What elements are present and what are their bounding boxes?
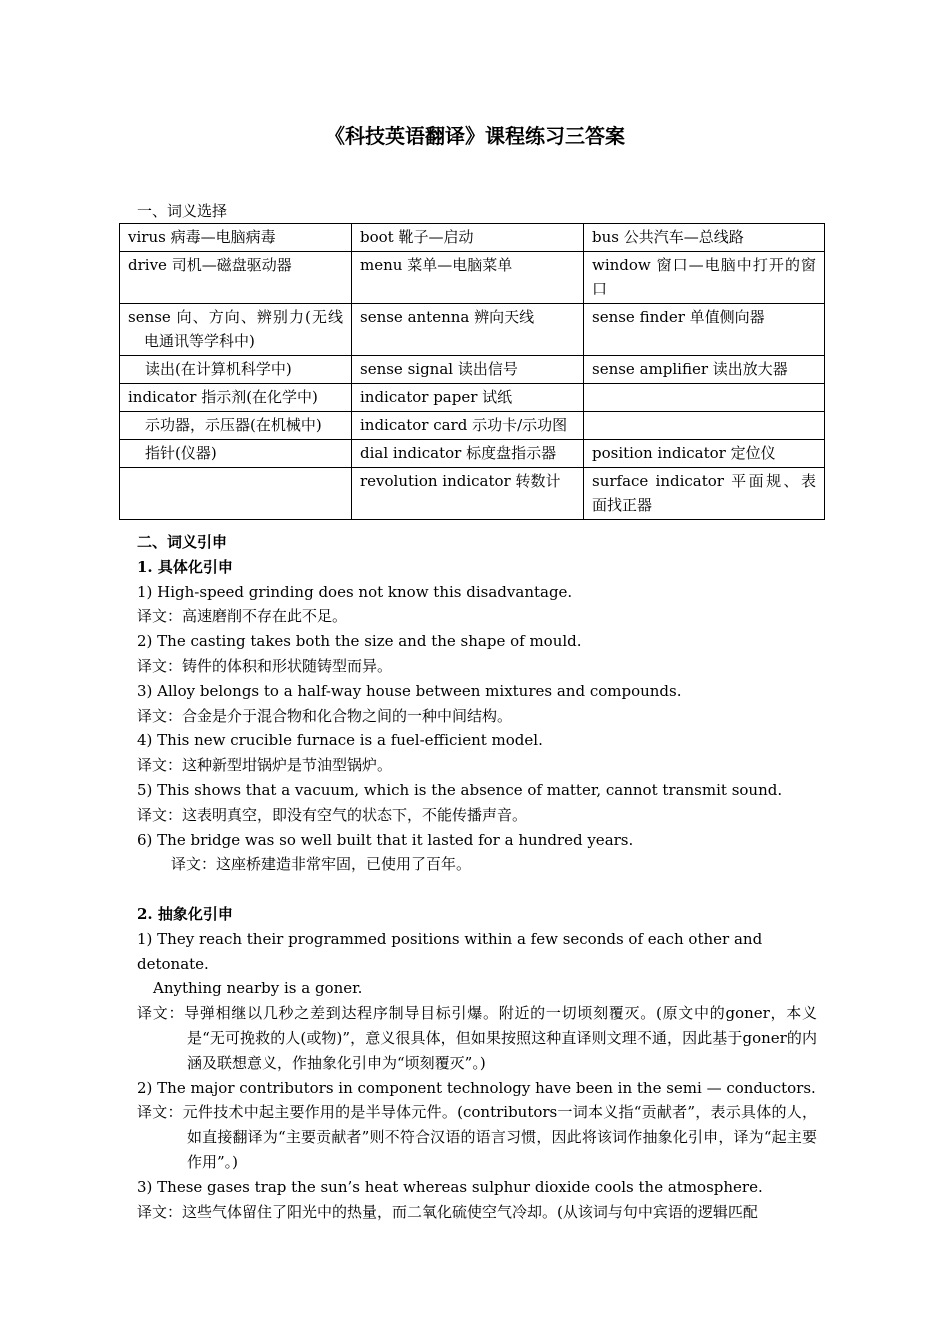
main-content bbox=[137, 530, 817, 1224]
table-cell: 读出(在计算机科学中) bbox=[120, 356, 352, 384]
table-cell: virus 病毒—电脑病毒 bbox=[120, 224, 352, 252]
table-row bbox=[120, 384, 825, 412]
table-row bbox=[120, 412, 825, 440]
table-cell bbox=[120, 468, 352, 520]
section-heading-extension: 二、词义引申 bbox=[137, 533, 228, 551]
table-cell bbox=[584, 412, 825, 440]
table-cell bbox=[584, 384, 825, 412]
table-row bbox=[120, 224, 825, 252]
table-cell: sense finder 单值侧向器 bbox=[584, 304, 825, 356]
table-cell: indicator 指示剂(在化学中) bbox=[120, 384, 352, 412]
spacer bbox=[137, 877, 817, 902]
example-sentence: 1) They reach their programmed positions within a few seconds of each other and detonate. bbox=[137, 929, 763, 973]
table-cell: indicator paper 试纸 bbox=[352, 384, 584, 412]
translation-text: 译文：导弹相继以几秒之差到达程序制导目标引爆。附近的一切顷刻覆灭。(原文中的goner，本义是“无可挽救的人(或物)”，意义很具体，但如果按照这种直译则文理不通，因此基于goner的内涵及联想意义，作抽象化引申为“顷刻覆灭”。) bbox=[137, 1004, 817, 1072]
translation-text: 译文：高速磨削不存在此不足。 bbox=[137, 607, 348, 626]
table-cell: revolution indicator 转数计 bbox=[352, 468, 584, 520]
table-cell: 指针(仪器) bbox=[120, 440, 352, 468]
table-cell: position indicator 定位仪 bbox=[584, 440, 825, 468]
subsection-heading-abstraction: 2. 抽象化引申 bbox=[137, 904, 233, 923]
translation-text: 译文：这表明真空，即没有空气的状态下，不能传播声音。 bbox=[137, 805, 528, 824]
table-cell: sense antenna 辨向天线 bbox=[352, 304, 584, 356]
translation-text: 译文：元件技术中起主要作用的是半导体元件。(contributors一词本义指“贡献者”，表示具体的人，如直接翻译为“主要贡献者”则不符合汉语的语言习惯，因此将该词作抽象化引申，译为“起主要作用”。) bbox=[137, 1103, 817, 1171]
table-row bbox=[120, 252, 825, 304]
table-cell: dial indicator 标度盘指示器 bbox=[352, 440, 584, 468]
translation-text: 译文：铸件的体积和形状随铸型而异。 bbox=[137, 656, 393, 675]
table-cell: indicator card 示功卡/示功图 bbox=[352, 412, 584, 440]
translation-text: 译文：合金是介于混合物和化合物之间的一种中间结构。 bbox=[137, 706, 513, 725]
example-sentence: 6) The bridge was so well built that it lasted for a hundred years. bbox=[137, 830, 634, 849]
subsection-heading-concretization: 1. 具体化引申 bbox=[137, 557, 233, 576]
section-heading-word-choice: 一、词义选择 bbox=[137, 202, 228, 220]
table-row bbox=[120, 440, 825, 468]
page-title: 《科技英语翻译》课程练习三答案 bbox=[325, 124, 625, 148]
example-sentence: 3) Alloy belongs to a half-way house between mixtures and compounds. bbox=[137, 681, 682, 700]
table-cell: boot 靴子—启动 bbox=[352, 224, 584, 252]
translation-text: 译文：这座桥建造非常牢固，已使用了百年。 bbox=[171, 855, 472, 874]
example-sentence-continuation: Anything nearby is a goner. bbox=[153, 979, 363, 998]
table-row bbox=[120, 304, 825, 356]
translation-text: 译文：这种新型坩锅炉是节油型锅炉。 bbox=[137, 756, 393, 775]
example-sentence: 4) This new crucible furnace is a fuel-efficient model. bbox=[137, 731, 543, 750]
example-sentence: 2) The casting takes both the size and the shape of mould. bbox=[137, 632, 582, 651]
table-row bbox=[120, 356, 825, 384]
table-cell: sense 向、方向、辨别力(无线电通讯等学科中) bbox=[120, 304, 352, 356]
table-cell: sense signal 读出信号 bbox=[352, 356, 584, 384]
table-cell: 示功器，示压器(在机械中) bbox=[120, 412, 352, 440]
example-sentence: 3) These gases trap the sun’s heat whereas sulphur dioxide cools the atmosphere. bbox=[137, 1177, 763, 1196]
table-cell: window 窗口—电脑中打开的窗口 bbox=[584, 252, 825, 304]
example-sentence: 2) The major contributors in component technology have been in the semi — conductors. bbox=[137, 1078, 816, 1097]
table-cell: sense amplifier 读出放大器 bbox=[584, 356, 825, 384]
table-cell: menu 菜单—电脑菜单 bbox=[352, 252, 584, 304]
table-cell: bus 公共汽车—总线路 bbox=[584, 224, 825, 252]
example-sentence: 5) This shows that a vacuum, which is the absence of matter, cannot transmit sound. bbox=[137, 780, 783, 799]
example-sentence: 1) High-speed grinding does not know this disadvantage. bbox=[137, 582, 573, 601]
vocabulary-table bbox=[119, 223, 825, 520]
table-cell: drive 司机—磁盘驱动器 bbox=[120, 252, 352, 304]
table-cell: surface indicator 平面规、表面找正器 bbox=[584, 468, 825, 520]
translation-text: 译文：这些气体留住了阳光中的热量，而二氧化硫使空气冷却。(从该词与句中宾语的逻辑匹配 bbox=[137, 1202, 758, 1221]
table-row bbox=[120, 468, 825, 520]
